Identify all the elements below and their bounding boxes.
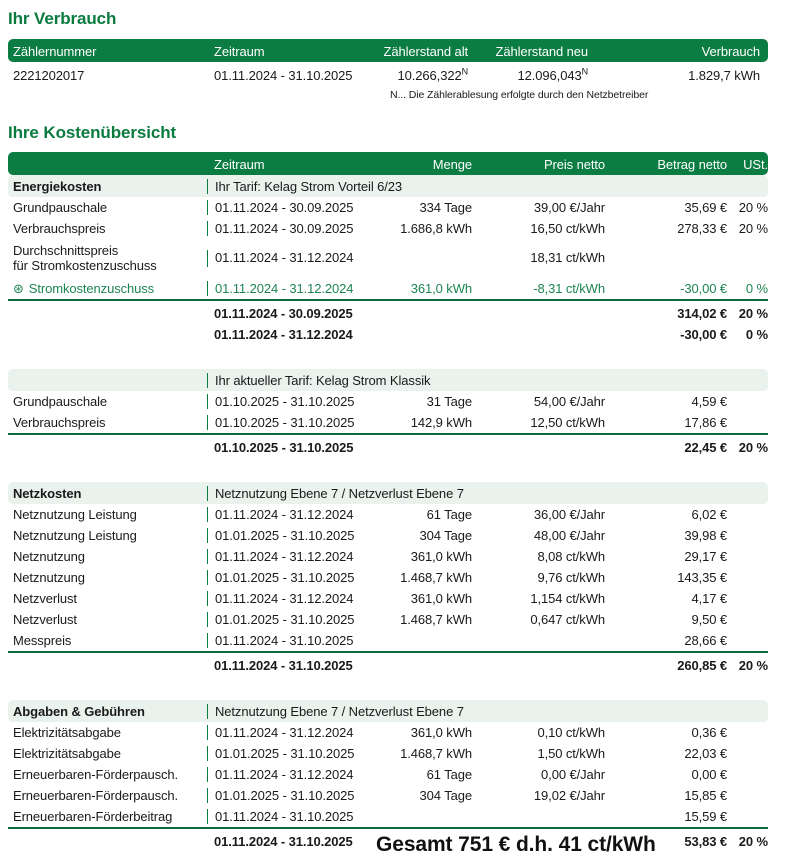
meter-reading-new (474, 68, 594, 83)
cost-row (8, 197, 768, 218)
cost-row-amount: 9,50 € (691, 612, 727, 627)
cost-section-tariff: Ihr aktueller Tarif: Kelag Strom Klassik (207, 373, 768, 388)
cost-row-period: 01.11.2024 - 31.12.2024 (207, 591, 370, 606)
cost-row (8, 218, 768, 239)
cost-row-quantity: 304 Tage (419, 528, 472, 543)
cost-block (8, 482, 768, 676)
cost-row-unit-price: 12,50 ct/kWh (530, 415, 605, 430)
cost-subtotal-row (8, 303, 768, 324)
subtotal-vat: 20 % (738, 658, 768, 673)
cost-row-period: 01.11.2024 - 30.09.2025 (207, 200, 370, 215)
cost-section-header (8, 369, 768, 391)
cost-row-label-text: Stromkostenzuschuss (28, 280, 155, 296)
cost-row-vat: 20 % (738, 200, 768, 215)
cost-row-quantity: 1.468,7 kWh (400, 612, 472, 627)
cost-row-label-text: Netznutzung (13, 549, 85, 564)
cost-row-quantity: 1.686,8 kWh (400, 221, 472, 236)
subtotal-amount: 314,02 € (677, 306, 727, 321)
cost-row-label-text-2: für Stromkostenzuschuss (13, 257, 157, 273)
cost-row-label-text: Netznutzung Leistung (13, 528, 137, 543)
cost-row-unit-price: 48,00 €/Jahr (533, 528, 605, 543)
cost-row (8, 764, 768, 785)
col-zeitraum: Zeitraum (214, 156, 265, 172)
subtotal-vat: 20 % (738, 306, 768, 321)
cost-row-unit-price: 19,02 €/Jahr (533, 788, 605, 803)
cost-row-amount: 17,86 € (684, 415, 727, 430)
cost-row-amount: 143,35 € (677, 570, 727, 585)
cost-row-label (8, 394, 207, 409)
cost-row-label-text: Grundpauschale (13, 200, 107, 215)
cost-row (8, 743, 768, 764)
col-zaehlerstand-alt: Zählerstand alt (383, 43, 468, 59)
cost-row-amount: 35,69 € (684, 200, 727, 215)
subtotal-amount: 260,85 € (677, 658, 727, 673)
cost-row-period: 01.01.2025 - 31.10.2025 (207, 570, 370, 585)
col-preis-netto: Preis netto (543, 156, 605, 172)
cost-row-quantity: 61 Tage (426, 507, 472, 522)
cost-row-unit-price: 54,00 €/Jahr (533, 394, 605, 409)
meter-consumption: 1.829,7 kWh (688, 68, 760, 83)
cost-section-tariff: Ihr Tarif: Kelag Strom Vorteil 6/23 (207, 179, 768, 194)
cost-row-quantity: 361,0 kWh (410, 591, 472, 606)
cost-row (8, 806, 768, 827)
col-zaehlerstand-neu: Zählerstand neu (495, 43, 588, 59)
cost-row-label-text: Verbrauchspreis (13, 415, 106, 430)
cost-row-label-text: Netznutzung (13, 570, 85, 585)
cost-row-label-text: Verbrauchspreis (13, 221, 106, 236)
meter-reading-old (367, 68, 474, 83)
cost-row-label (8, 200, 207, 215)
cost-row-quantity: 142,9 kWh (410, 415, 472, 430)
cost-row-quantity: 61 Tage (426, 767, 472, 782)
cost-row (8, 588, 768, 609)
cost-row-quantity: 361,0 kWh (410, 281, 472, 296)
cost-row-period: 01.11.2024 - 31.12.2024 (207, 507, 370, 522)
cost-row-amount: 15,85 € (684, 788, 727, 803)
kosten-title: Ihre Kostenübersicht (8, 123, 177, 142)
cost-row-quantity: 361,0 kWh (410, 725, 472, 740)
cost-row-unit-price: 1,50 ct/kWh (537, 746, 605, 761)
col-menge: Menge (432, 156, 472, 172)
meter-footnote: N... Die Zählerablesung erfolgte durch den Netzbetreiber (390, 89, 649, 101)
cost-row-amount: 29,17 € (684, 549, 727, 564)
cost-row-period: 01.11.2024 - 31.10.2025 (207, 809, 370, 824)
cost-subtotals (8, 433, 768, 458)
cost-row-unit-price: 0,647 ct/kWh (530, 612, 605, 627)
cost-row-label (8, 528, 207, 543)
cost-row-unit-price: 9,76 ct/kWh (537, 570, 605, 585)
cost-row (8, 525, 768, 546)
cost-row-amount: 39,98 € (684, 528, 727, 543)
col-verbrauch: Verbrauch (701, 43, 760, 59)
cost-row-period: 01.10.2025 - 31.10.2025 (207, 415, 370, 430)
cost-row-period: 01.11.2024 - 31.12.2024 (207, 725, 370, 740)
cost-row-quantity: 334 Tage (419, 200, 472, 215)
cost-subtotal-row (8, 437, 768, 458)
cost-subtotal-row (8, 655, 768, 676)
cost-row (8, 785, 768, 806)
cost-row-period: 01.11.2024 - 31.12.2024 (207, 281, 370, 296)
cost-row-label-text: Erneuerbaren-Förderbeitrag (13, 809, 173, 824)
kosten-section (8, 123, 768, 857)
subtotal-amount: 22,45 € (684, 440, 727, 455)
cost-row-period: 01.11.2024 - 31.12.2024 (207, 250, 370, 267)
cost-row-quantity: 31 Tage (426, 394, 472, 409)
cost-block (8, 175, 768, 345)
cost-row-unit-price: 16,50 ct/kWh (530, 221, 605, 236)
meter-reading-new-value: 12.096,043 (517, 68, 582, 83)
cost-row-label-text: Elektrizitätsabgabe (13, 746, 121, 761)
cost-row-amount: 4,17 € (691, 591, 727, 606)
cost-row-unit-price: 1,154 ct/kWh (530, 591, 605, 606)
cost-row-label-text: Netzverlust (13, 612, 77, 627)
cost-row-period: 01.01.2025 - 31.10.2025 (207, 612, 370, 627)
cost-row (8, 504, 768, 525)
cost-row-period: 01.01.2025 - 31.10.2025 (207, 746, 370, 761)
subtotal-period: 01.11.2024 - 31.10.2025 (214, 834, 353, 849)
cost-row-unit-price: 18,31 ct/kWh (530, 250, 605, 265)
cost-block (8, 369, 768, 458)
cost-row-vat: 0 % (745, 281, 768, 296)
col-betrag-netto: Betrag netto (657, 156, 727, 172)
cost-row-label (8, 243, 207, 275)
cost-row-label (8, 809, 207, 824)
cost-row-period: 01.11.2024 - 31.10.2025 (207, 633, 370, 648)
cost-section-label: Abgaben & Gebühren (13, 703, 145, 719)
cost-row (8, 609, 768, 630)
cost-row-unit-price: 0,10 ct/kWh (537, 725, 605, 740)
cost-row-label (8, 612, 207, 627)
kosten-header-row (8, 152, 768, 175)
cost-row-label (8, 746, 207, 761)
cost-row-vat (733, 258, 768, 260)
cost-row-period: 01.11.2024 - 31.12.2024 (207, 549, 370, 564)
col-zaehlernummer: Zählernummer (13, 43, 97, 59)
cost-row-quantity: 1.468,7 kWh (400, 570, 472, 585)
verbrauch-title: Ihr Verbrauch (8, 9, 117, 28)
cost-section-tariff: Netznutzung Ebene 7 / Netzverlust Ebene 7 (207, 486, 768, 501)
cost-row-label (8, 549, 207, 564)
stromkostenzuschuss-icon: ⊛ (13, 280, 24, 296)
cost-row-label (8, 221, 207, 236)
cost-row (8, 412, 768, 433)
cost-row-amount: 4,59 € (691, 394, 727, 409)
cost-row (8, 391, 768, 412)
cost-row (8, 546, 768, 567)
cost-section-header (8, 482, 768, 504)
footnote-marker-new: N (581, 68, 588, 77)
cost-row-label (8, 633, 207, 648)
meter-reading-old-value: 10.266,322 (397, 68, 462, 83)
cost-row-period: 01.01.2025 - 31.10.2025 (207, 528, 370, 543)
cost-section-tariff: Netznutzung Ebene 7 / Netzverlust Ebene 7 (207, 704, 768, 719)
cost-row (8, 239, 768, 278)
cost-subtotals (8, 651, 768, 676)
cost-row-label-text: Durchschnittspreis (13, 242, 119, 258)
cost-row-label (8, 570, 207, 585)
col-zeitraum: Zeitraum (214, 43, 265, 59)
subtotal-vat: 20 % (738, 834, 768, 849)
cost-row-unit-price: -8,31 ct/kWh (533, 281, 605, 296)
cost-row-unit-price: 0,00 €/Jahr (541, 767, 605, 782)
subtotal-period: 01.11.2024 - 31.12.2024 (214, 327, 353, 342)
cost-row-vat: 20 % (738, 221, 768, 236)
cost-row-label-text: Erneuerbaren-Förderpausch. (13, 767, 179, 782)
cost-row-label (8, 281, 207, 297)
cost-row-period: 01.01.2025 - 31.10.2025 (207, 788, 370, 803)
total-summary: Gesamt 751 € d.h. 41 ct/kWh (376, 833, 656, 856)
cost-subtotals (8, 299, 768, 345)
cost-row-label (8, 415, 207, 430)
cost-row-period: 01.10.2025 - 31.10.2025 (207, 394, 370, 409)
cost-row-unit-price: 36,00 €/Jahr (533, 507, 605, 522)
cost-row-label-text: Grundpauschale (13, 394, 107, 409)
cost-row-amount: 22,03 € (684, 746, 727, 761)
subtotal-amount: 53,83 € (684, 834, 727, 849)
cost-row-amount: 0,36 € (691, 725, 727, 740)
cost-row (8, 567, 768, 588)
cost-row-label-text: Messpreis (13, 633, 72, 648)
cost-row-amount: 28,66 € (684, 633, 727, 648)
cost-section-header (8, 700, 768, 722)
cost-row-amount (611, 258, 733, 260)
cost-row-quantity: 304 Tage (419, 788, 472, 803)
cost-row-label-text: Netznutzung Leistung (13, 507, 137, 522)
cost-section-label: Netzkosten (13, 485, 82, 501)
cost-row-label (8, 767, 207, 782)
cost-row-amount: 15,59 € (684, 809, 727, 824)
cost-row-amount: 278,33 € (677, 221, 727, 236)
subtotal-period: 01.11.2024 - 30.09.2025 (214, 306, 353, 321)
cost-row-amount: 0,00 € (691, 767, 727, 782)
cost-row-label-text: Netzverlust (13, 591, 77, 606)
cost-row-unit-price: 8,08 ct/kWh (537, 549, 605, 564)
footnote-marker-old: N (461, 68, 468, 77)
cost-row-label (8, 591, 207, 606)
cost-section-header (8, 175, 768, 197)
verbrauch-data-row (8, 62, 768, 89)
subtotal-period: 01.10.2025 - 31.10.2025 (214, 440, 354, 455)
meter-period: 01.11.2024 - 31.10.2025 (214, 68, 353, 83)
cost-row-label (8, 507, 207, 522)
cost-row-quantity: 361,0 kWh (410, 549, 472, 564)
subtotal-vat: 20 % (738, 440, 768, 455)
cost-row-quantity (370, 258, 478, 260)
meter-number: 2221202017 (13, 68, 85, 83)
cost-row-quantity: 1.468,7 kWh (400, 746, 472, 761)
col-empty (8, 163, 207, 164)
cost-row-label-text: Erneuerbaren-Förderpausch. (13, 788, 179, 803)
cost-row-amount: -30,00 € (680, 281, 727, 296)
subtotal-amount: -30,00 € (680, 327, 727, 342)
col-ust: USt. (743, 156, 768, 172)
cost-row-label-text: Elektrizitätsabgabe (13, 725, 121, 740)
cost-subtotal-row (8, 324, 768, 345)
cost-row-unit-price: 39,00 €/Jahr (533, 200, 605, 215)
cost-row (8, 278, 768, 299)
subtotal-vat: 0 % (745, 327, 768, 342)
verbrauch-header-row (8, 39, 768, 62)
cost-block (8, 700, 768, 852)
cost-section-label: Energiekosten (13, 178, 102, 194)
cost-row-label (8, 725, 207, 740)
cost-blocks (8, 175, 768, 852)
cost-row-label (8, 788, 207, 803)
cost-row-period: 01.11.2024 - 30.09.2025 (207, 221, 370, 236)
cost-row (8, 722, 768, 743)
cost-row (8, 630, 768, 651)
subtotal-period: 01.11.2024 - 31.10.2025 (214, 658, 353, 673)
cost-row-period: 01.11.2024 - 31.12.2024 (207, 767, 370, 782)
cost-row-amount: 6,02 € (691, 507, 727, 522)
